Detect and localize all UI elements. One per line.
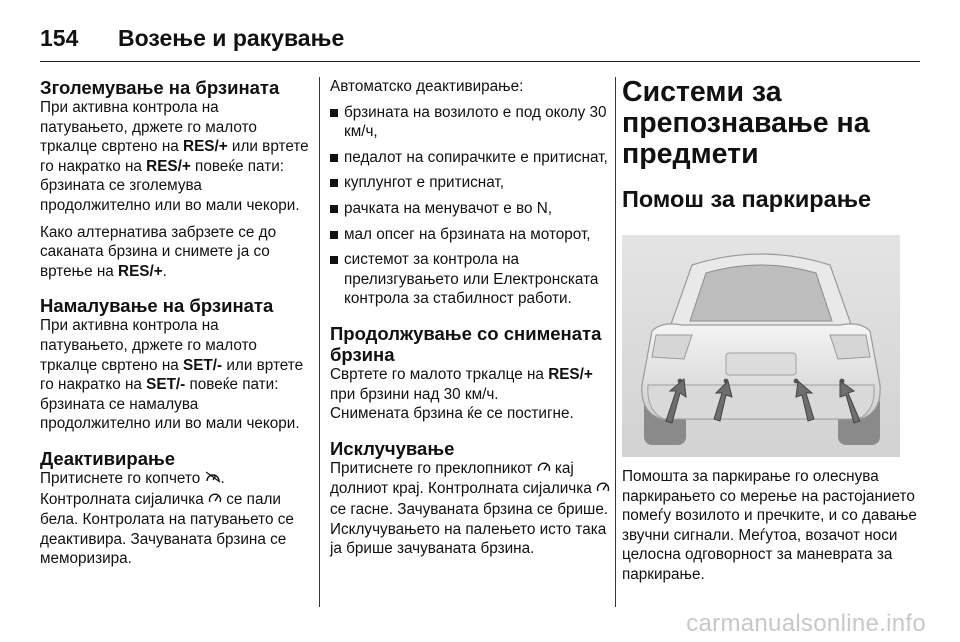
column-3 xyxy=(622,77,922,585)
list-item: мал опсег на брзината на моторот, xyxy=(330,225,612,245)
list-item: куплунгот е притиснат, xyxy=(330,173,612,193)
list-item: рачката на менувачот е во N, xyxy=(330,199,612,219)
auto-deactivation-title: Автоматско деактивирање: xyxy=(330,78,524,95)
list-item: системот за контрола на прелизгувањето или Електронската контрола за стабилност работи. xyxy=(330,250,612,309)
cruise-control-lamp-icon xyxy=(208,493,222,508)
car-rear-parking-sensors-illustration xyxy=(622,235,900,457)
section-title-parking-assist: Помош за паркирање xyxy=(622,186,872,212)
paragraph-resume-speed: Свртете го малото тркалце на RES/+ при брзини над 30 км/ч. xyxy=(330,365,593,403)
cruise-control-lamp-icon xyxy=(596,482,610,497)
column-divider-1 xyxy=(319,77,320,607)
paragraph-increase-speed: При активна контрола на патувањето, држете го малото тркалце свртено на RES/+ или вртете го накратко на RES/+ повеќе пати: брзината се зголемува продолжително или во мали чекори. xyxy=(40,99,309,214)
page-title: Возење и ракување xyxy=(118,24,345,51)
section-title-deactivation: Деактивирање xyxy=(40,447,176,469)
paragraph-resume-result: Снимената брзина ќе се постигне. xyxy=(330,405,574,423)
section-title-decrease-speed: Намалување на брзината xyxy=(40,295,274,317)
cruise-control-icon xyxy=(205,472,221,487)
paragraph-alternative: Како алтернатива забрзете се до саканата брзина и снимете ја со вртење на RES/+. xyxy=(40,223,277,280)
section-title-switch-off: Исклучување xyxy=(330,437,455,459)
paragraph-parking-assist: Помошта за паркирање го олеснува паркирањето со мерење на растојанието помеѓу возилото и пречките, и со давање звучни сигнали. Меѓутоа, возачот носи целосна одговорност за маневрата за паркирање. xyxy=(622,468,917,583)
paragraph-deactivation-button: Притиснете го копчето . xyxy=(40,469,225,487)
paragraph-switch-off: Притиснете го преклопникот кај долниот крај. Контролната сијаличка се гасне. Зачуваната брзина се брише. Исклучувањето на палењето исто така ја брише зачуваната брзина. xyxy=(330,459,609,558)
paragraph-deactivation-lamp: Контролната сијаличка се пали бела. Контролата на патувањето се деактивира. Зачуваната брзина се меморизира. xyxy=(40,490,294,568)
list-item: педалот на сопирачките е притиснат, xyxy=(330,148,612,168)
section-title-increase-speed: Зголемување на брзината xyxy=(40,77,280,98)
page-header xyxy=(40,18,920,58)
header-rule xyxy=(40,61,920,62)
column-1 xyxy=(40,77,310,569)
watermark: carmanualsonline.info xyxy=(686,610,926,637)
cruise-control-switch-icon xyxy=(537,462,551,477)
page-number: 154 xyxy=(40,24,79,51)
section-title-resume-speed: Продолжување со снимената брзина xyxy=(330,322,602,365)
column-2 xyxy=(330,77,612,559)
auto-deactivation-list xyxy=(330,103,612,309)
chapter-title: Системи за препознавање на предмети xyxy=(622,76,870,170)
paragraph-decrease-speed: При активна контрола на патувањето, држете го малото тркалце свртено на SET/- или вртете го накратко на SET/- повеќе пати: брзината се намалува продолжително или во мали чекори. xyxy=(40,317,304,433)
column-divider-2 xyxy=(615,77,616,607)
list-item: брзината на возилото е под околу 30 км/ч, xyxy=(330,103,612,142)
